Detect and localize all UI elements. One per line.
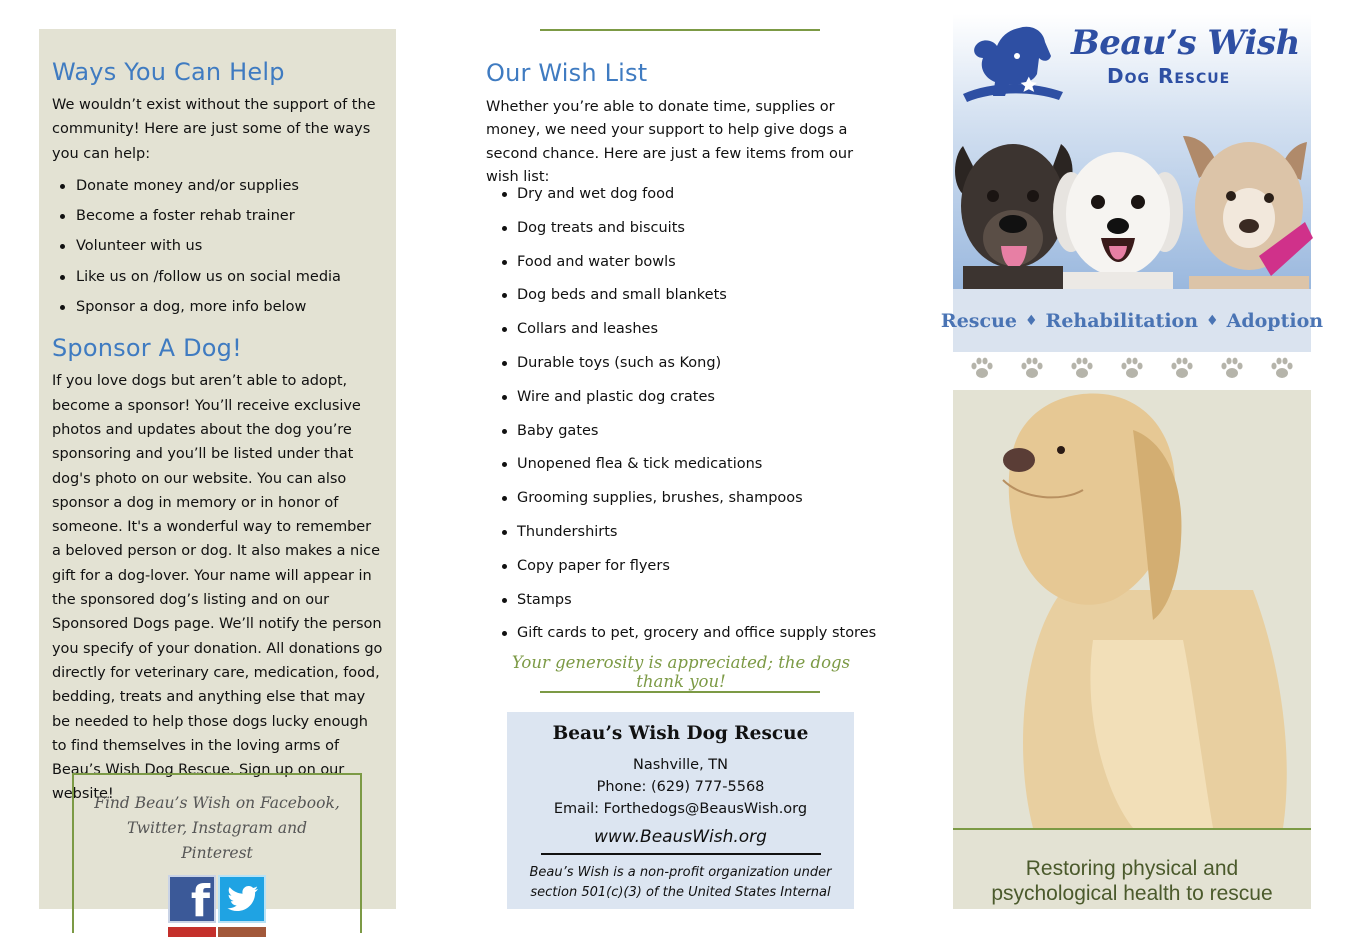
paw-print-icon xyxy=(1069,356,1095,386)
hero-banner xyxy=(953,14,1311,289)
rescue-dog-white-image xyxy=(1053,142,1183,292)
wish-intro: Whether you’re able to donate time, supplies or money, we need your support to help give dogs a second chance. Here are just a few items from our wish list: xyxy=(486,99,854,185)
paw-print-icon xyxy=(1119,356,1145,386)
rescue-dog-tan-image xyxy=(1179,126,1319,296)
contact-website-link[interactable]: www.BeausWish.org xyxy=(594,827,767,847)
facebook-icon[interactable]: f xyxy=(168,875,216,923)
left-panel xyxy=(39,29,396,927)
list-item: Food and water bowls xyxy=(494,251,894,285)
help-intro: We wouldn’t exist without the support of the community! Here are just some of the ways you can help: xyxy=(52,97,376,162)
list-item: Collars and leashes xyxy=(494,318,894,352)
motto-text: Restoring physical and psychological health to rescue xyxy=(991,857,1273,905)
contact-org-name: Beau’s Wish Dog Rescue xyxy=(552,723,809,744)
list-item: Dog beds and small blankets xyxy=(494,284,894,318)
list-item: Grooming supplies, brushes, shampoos xyxy=(494,487,894,521)
tagline-adoption: Adoption xyxy=(1226,309,1324,332)
contact-city: Nashville, TN xyxy=(633,757,728,773)
paw-print-icon xyxy=(1219,356,1245,386)
list-item: Gift cards to pet, grocery and office supply stores xyxy=(494,622,894,656)
instagram-icon[interactable] xyxy=(168,927,216,937)
divider xyxy=(540,29,820,31)
list-item: Unopened flea & tick medications xyxy=(494,453,894,487)
sponsor-text: If you love dogs but aren’t able to adopt, become a sponsor! You’ll receive exclusive photos and updates about the dog you’re sponsoring and you’ll be listed under that dog's photo on our website. You can also sponsor a dog in memory or in honor of someone. It's a wonderful way to remember a beloved person or dog. It also makes a nice gift for a dog-lover. Your name will appear in the sponsored dog’s listing and on our Sponsored Dogs page. We’ll notify the person you specify of your donation. All donations go directly for veterinary care, medication, food, bedding, treats and anything else that may be needed to help those dogs lucky enough to find themselves in the loving arms of Beau’s Wish Dog Rescue. Sign up on our website! xyxy=(52,373,383,803)
paw-print-icon xyxy=(969,356,995,386)
list-item: Stamps xyxy=(494,589,894,623)
diamond-icon: ♦ xyxy=(1024,312,1038,329)
labrador-image xyxy=(953,390,1311,828)
list-item: Become a foster rehab trainer xyxy=(52,206,383,236)
pinterest-icon[interactable] xyxy=(218,927,266,937)
help-heading: Ways You Can Help xyxy=(52,58,285,86)
contact-box xyxy=(507,712,854,909)
list-item: Donate money and/or supplies xyxy=(52,176,383,206)
list-item: Like us on /follow us on social media xyxy=(52,267,383,297)
brand-subtitle: Dog Rescue xyxy=(1107,64,1231,88)
contact-phone[interactable]: Phone: (629) 777-5568 xyxy=(596,779,765,795)
list-item: Dry and wet dog food xyxy=(494,183,894,217)
nonprofit-note: Beau’s Wish is a non-profit organization under section 501(c)(3) of the United States Internal xyxy=(529,865,832,900)
divider xyxy=(541,853,821,855)
sponsor-heading: Sponsor A Dog! xyxy=(52,334,242,363)
list-item: Volunteer with us xyxy=(52,236,383,266)
help-list xyxy=(52,176,383,327)
divider xyxy=(540,691,820,693)
tagline-rehabilitation: Rehabilitation xyxy=(1045,309,1199,332)
list-item: Baby gates xyxy=(494,420,894,454)
list-item: Wire and plastic dog crates xyxy=(494,386,894,420)
paw-print-icon xyxy=(1169,356,1195,386)
list-item: Sponsor a dog, more info below xyxy=(52,297,383,327)
thanks-message: Your generosity is appreciated; the dogs thank you! xyxy=(511,653,851,691)
list-item: Copy paper for flyers xyxy=(494,555,894,589)
paw-print-icon xyxy=(1269,356,1295,386)
social-icons xyxy=(167,875,267,937)
list-item: Durable toys (such as Kong) xyxy=(494,352,894,386)
lab-photo-area xyxy=(953,390,1311,828)
tagline-band xyxy=(940,289,1324,352)
paw-print-icon xyxy=(1019,356,1045,386)
list-item: Dog treats and biscuits xyxy=(494,217,894,251)
diamond-icon: ♦ xyxy=(1206,312,1219,329)
wish-heading: Our Wish List xyxy=(486,59,648,87)
brand-title: Beau’s Wish xyxy=(1071,23,1300,63)
logo-dog-icon xyxy=(959,22,1069,108)
contact-email[interactable]: Email: Forthedogs@BeausWish.org xyxy=(553,801,808,817)
list-item: Thundershirts xyxy=(494,521,894,555)
paw-print-row xyxy=(953,352,1311,390)
social-box xyxy=(72,773,362,933)
motto-area xyxy=(953,830,1311,909)
tagline-rescue: Rescue xyxy=(940,309,1017,332)
twitter-icon[interactable] xyxy=(218,875,266,923)
wish-list xyxy=(494,183,894,656)
social-text: Find Beau’s Wish on Facebook, Twitter, Instagram and Pinterest xyxy=(94,794,340,862)
cover-panel xyxy=(940,14,1324,909)
